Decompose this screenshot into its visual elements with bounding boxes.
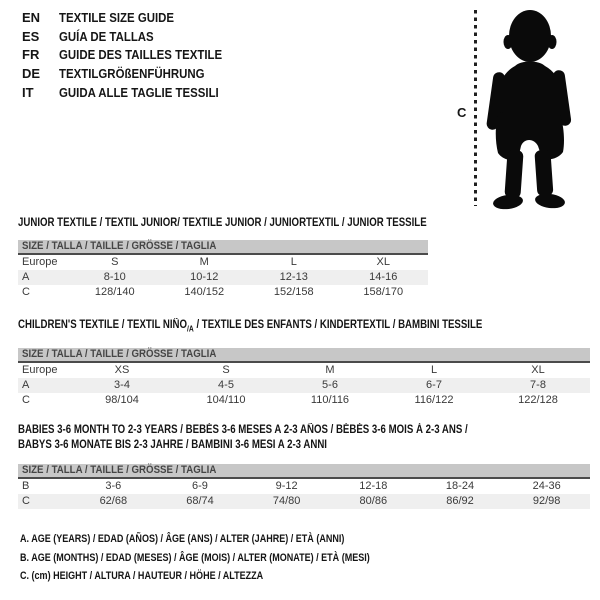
language-title: TEXTILE SIZE GUIDE xyxy=(59,10,175,25)
table-row xyxy=(18,363,590,378)
babies-textile-table xyxy=(18,423,590,509)
language-code: DE xyxy=(22,66,41,82)
height-value: 74/80 xyxy=(272,495,301,507)
language-title: GUIDE DES TAILLES TEXTILE xyxy=(59,47,223,63)
age-value: 6-7 xyxy=(426,379,442,391)
height-value: 80/86 xyxy=(359,495,388,507)
height-measure-label: C xyxy=(457,105,467,120)
height-value: 110/116 xyxy=(310,394,350,406)
age-value: 3-6 xyxy=(105,480,122,492)
height-value: 98/104 xyxy=(105,394,139,406)
age-value: 7-8 xyxy=(530,379,546,391)
height-value: 116/122 xyxy=(414,394,454,406)
size-value: M xyxy=(199,256,209,268)
height-value: 140/152 xyxy=(184,286,225,298)
height-value: 122/128 xyxy=(518,394,558,406)
language-title: GUIDA ALLE TAGLIE TESSILI xyxy=(59,84,219,100)
age-value: 18-24 xyxy=(445,480,475,492)
childrens-textile-table xyxy=(18,318,590,408)
language-row xyxy=(22,28,244,47)
table-title: JUNIOR TEXTILE / TEXTIL JUNIOR/ TEXTILE JUNIOR / JUNIORTEXTIL / JUNIOR TESSILE xyxy=(18,217,427,229)
size-value: M xyxy=(325,364,335,376)
language-row xyxy=(22,65,244,84)
size-value: L xyxy=(430,364,438,376)
junior-textile-table xyxy=(18,216,428,300)
language-row xyxy=(22,46,244,65)
table-row xyxy=(18,270,428,285)
language-code: EN xyxy=(22,10,41,25)
height-measure-dotted-line xyxy=(474,10,477,206)
height-value: 68/74 xyxy=(186,495,214,507)
age-value: 14-16 xyxy=(369,271,398,283)
row-label: A xyxy=(22,379,30,391)
size-value: XS xyxy=(114,364,130,376)
height-value: 158/170 xyxy=(363,286,404,298)
row-label: C xyxy=(22,495,30,507)
row-label: Europe xyxy=(22,364,58,376)
legend-notes xyxy=(20,530,447,586)
size-value: S xyxy=(222,364,230,376)
height-value: 104/110 xyxy=(206,394,246,406)
height-value: 86/92 xyxy=(446,495,474,507)
size-header-bar: SIZE / TALLA / TAILLE / GRÖSSE / TAGLIA xyxy=(18,240,428,255)
language-title: TEXTILGRÖßENFÜHRUNG xyxy=(59,66,205,82)
row-label: C xyxy=(22,286,30,298)
language-legend xyxy=(22,9,244,103)
age-value: 8-10 xyxy=(103,271,126,283)
row-label: C xyxy=(22,394,30,406)
table-row xyxy=(18,393,590,408)
age-value: 4-5 xyxy=(218,379,234,391)
size-header-bar: SIZE / TALLA / TAILLE / GRÖSSE / TAGLIA xyxy=(18,348,590,363)
table-row xyxy=(18,255,428,270)
age-value: 12-13 xyxy=(279,271,308,283)
language-row xyxy=(22,84,244,103)
table-row xyxy=(18,479,590,494)
size-header-bar: SIZE / TALLA / TAILLE / GRÖSSE / TAGLIA xyxy=(18,464,590,479)
height-value: 128/140 xyxy=(94,286,135,298)
note-age-months: B. AGE (MONTHS) / EDAD (MESES) / ÂGE (MOIS) / ALTER (MONATE) / ETÀ (MESI) xyxy=(20,551,370,564)
language-row xyxy=(22,9,244,28)
title-subscript: /A xyxy=(187,324,194,334)
size-value: XL xyxy=(376,256,390,268)
language-code: FR xyxy=(22,47,40,63)
age-value: 12-18 xyxy=(359,480,388,492)
note-age-years: A. AGE (YEARS) / EDAD (AÑOS) / ÂGE (ANS) / ALTER (JAHRE) / ETÀ (ANNI) xyxy=(20,533,345,545)
age-value: 24-36 xyxy=(532,480,561,492)
row-label: A xyxy=(22,271,30,283)
height-value: 92/98 xyxy=(532,495,561,507)
row-label: Europe xyxy=(22,256,58,268)
table-title: CHILDREN'S TEXTILE / TEXTIL $NIÑO_{/A}$ / TEXTILE DES ENFANTS / KINDERTEXTIL / BAMBINI TESSILE xyxy=(18,319,483,334)
size-value: XL xyxy=(531,364,545,376)
language-title: GUÍA DE TALLAS xyxy=(59,28,154,44)
table-row xyxy=(18,285,428,300)
size-value: S xyxy=(111,256,119,268)
age-value: 6-9 xyxy=(192,480,208,492)
height-value: 152/158 xyxy=(273,286,314,298)
age-value: 3-4 xyxy=(114,379,130,391)
table-row xyxy=(18,494,590,509)
age-value: 10-12 xyxy=(190,271,219,283)
note-height: C. (cm) HEIGHT / ALTURA / HAUTEUR / HÖHE / ALTEZZA xyxy=(20,570,264,583)
age-value: 9-12 xyxy=(275,480,298,492)
language-code: IT xyxy=(22,84,34,100)
height-value: 62/68 xyxy=(99,495,128,507)
age-value: 5-6 xyxy=(322,379,338,391)
size-value: L xyxy=(290,256,297,268)
language-code: ES xyxy=(22,28,40,44)
table-title: BABIES 3-6 MONTH TO 2-3 YEARS / BEBÉS 3-6 MESES A 2-3 AÑOS / BÉBÉS 3-6 MOIS À 2-3 ANS / BABYS 3-6 MONATE BIS 2-3 JAHRE / BAMBINI 3-6 MESI A 2-3 ANNI xyxy=(18,424,468,451)
baby-silhouette-icon xyxy=(486,8,572,210)
row-label: B xyxy=(22,480,30,492)
table-row xyxy=(18,378,590,393)
